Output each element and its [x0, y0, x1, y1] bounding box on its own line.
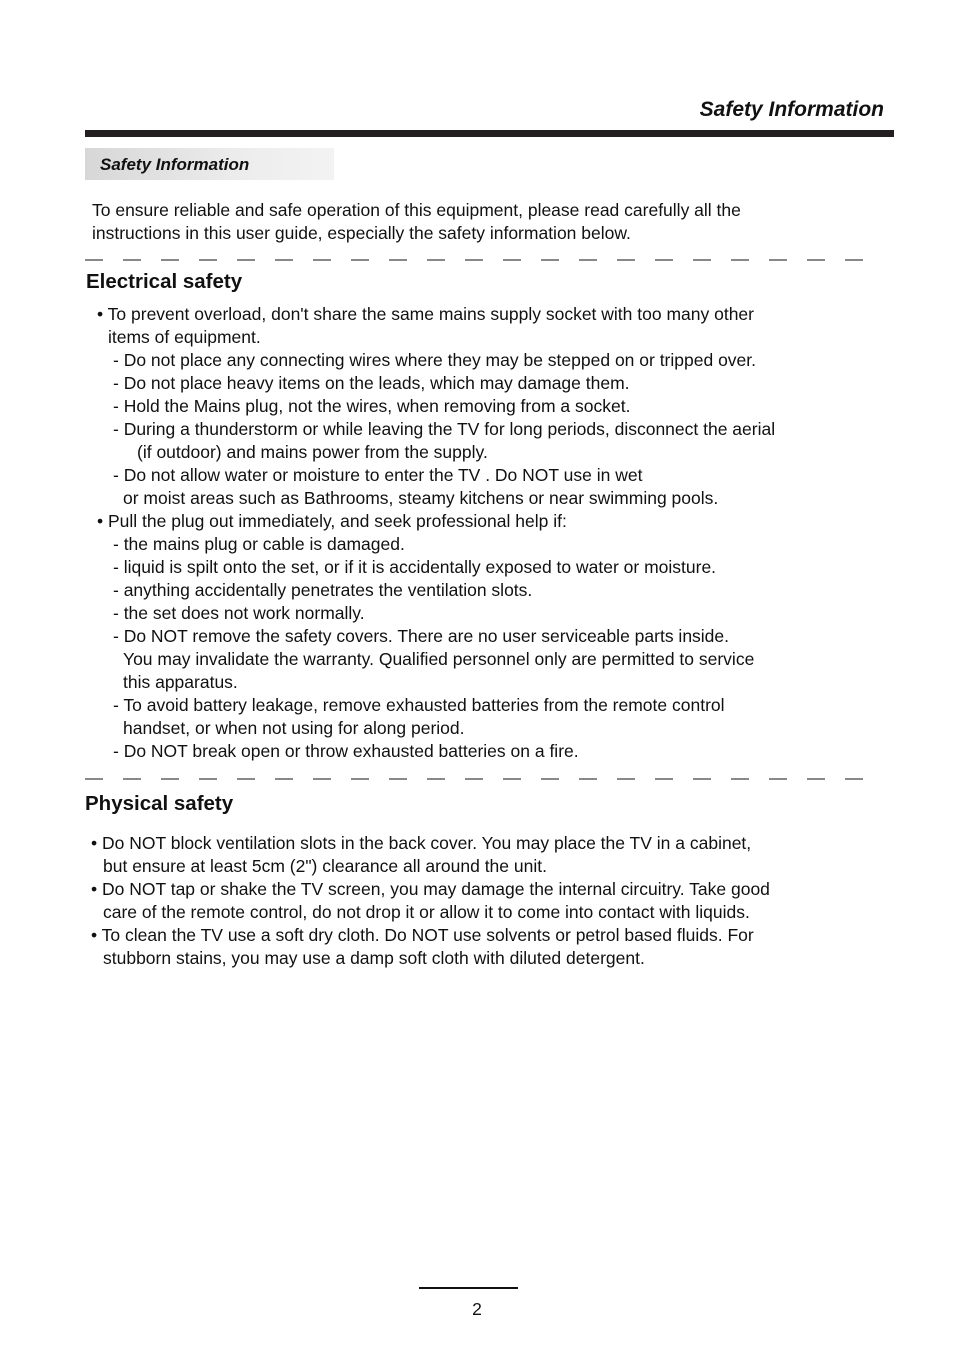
- list-item: • Pull the plug out immediately, and seek professional help if:: [97, 511, 567, 531]
- list-item: - Do not allow water or moisture to enter the TV . Do NOT use in wet: [113, 465, 643, 485]
- list-item: - anything accidentally penetrates the ventilation slots.: [113, 580, 533, 600]
- list-item: - During a thunderstorm or while leaving the TV for long periods, disconnect the aerial: [113, 419, 776, 439]
- list-item: • Do NOT block ventilation slots in the back cover. You may place the TV in a cabinet,: [91, 833, 752, 853]
- list-item: items of equipment.: [108, 327, 261, 347]
- list-item: stubborn stains, you may use a damp soft cloth with diluted detergent.: [103, 948, 645, 968]
- electrical-safety-list: [97, 303, 776, 763]
- list-item: or moist areas such as Bathrooms, steamy kitchens or near swimming pools.: [123, 488, 719, 508]
- list-item: - Do NOT remove the safety covers. There are no user serviceable parts inside.: [113, 626, 730, 646]
- intro-paragraph: [92, 199, 872, 245]
- page-number: 2: [472, 1299, 482, 1319]
- dashed-divider: [85, 778, 870, 780]
- list-item: - Do not place heavy items on the leads, which may damage them.: [113, 373, 630, 393]
- header-rule: [85, 130, 894, 137]
- physical-safety-heading: Physical safety: [85, 792, 234, 815]
- section-tab: [85, 148, 334, 180]
- page-header-title: Safety Information: [699, 98, 884, 121]
- list-item: care of the remote control, do not drop it or allow it to come into contact with liquids.: [103, 902, 750, 922]
- list-item: (if outdoor) and mains power from the supply.: [137, 442, 488, 462]
- list-item: - Do not place any connecting wires where they may be stepped on or tripped over.: [113, 350, 757, 370]
- intro-line: instructions in this user guide, especially the safety information below.: [92, 223, 631, 243]
- list-item: handset, or when not using for along period.: [123, 718, 465, 738]
- list-item: - the set does not work normally.: [113, 603, 365, 623]
- list-item: - the mains plug or cable is damaged.: [113, 534, 405, 554]
- list-item: • Do NOT tap or shake the TV screen, you may damage the internal circuitry. Take good: [91, 879, 770, 899]
- list-item: this apparatus.: [123, 672, 238, 692]
- list-item: • To prevent overload, don't share the same mains supply socket with too many other: [97, 304, 754, 324]
- section-tab-label: Safety Information: [100, 155, 250, 174]
- dashed-divider: [85, 259, 870, 261]
- list-item: - Hold the Mains plug, not the wires, when removing from a socket.: [113, 396, 631, 416]
- list-item: You may invalidate the warranty. Qualified personnel only are permitted to service: [123, 649, 755, 669]
- electrical-safety-heading: Electrical safety: [86, 270, 243, 293]
- physical-safety-list: [91, 832, 770, 970]
- list-item: - liquid is spilt onto the set, or if it is accidentally exposed to water or moisture.: [113, 557, 717, 577]
- list-item: • To clean the TV use a soft dry cloth. Do NOT use solvents or petrol based fluids. For: [91, 925, 754, 945]
- footer-rule: [419, 1287, 518, 1289]
- intro-line: To ensure reliable and safe operation of this equipment, please read carefully all the: [92, 200, 741, 220]
- list-item: - To avoid battery leakage, remove exhausted batteries from the remote control: [113, 695, 725, 715]
- list-item: but ensure at least 5cm (2") clearance all around the unit.: [103, 856, 547, 876]
- list-item: - Do NOT break open or throw exhausted batteries on a fire.: [113, 741, 579, 761]
